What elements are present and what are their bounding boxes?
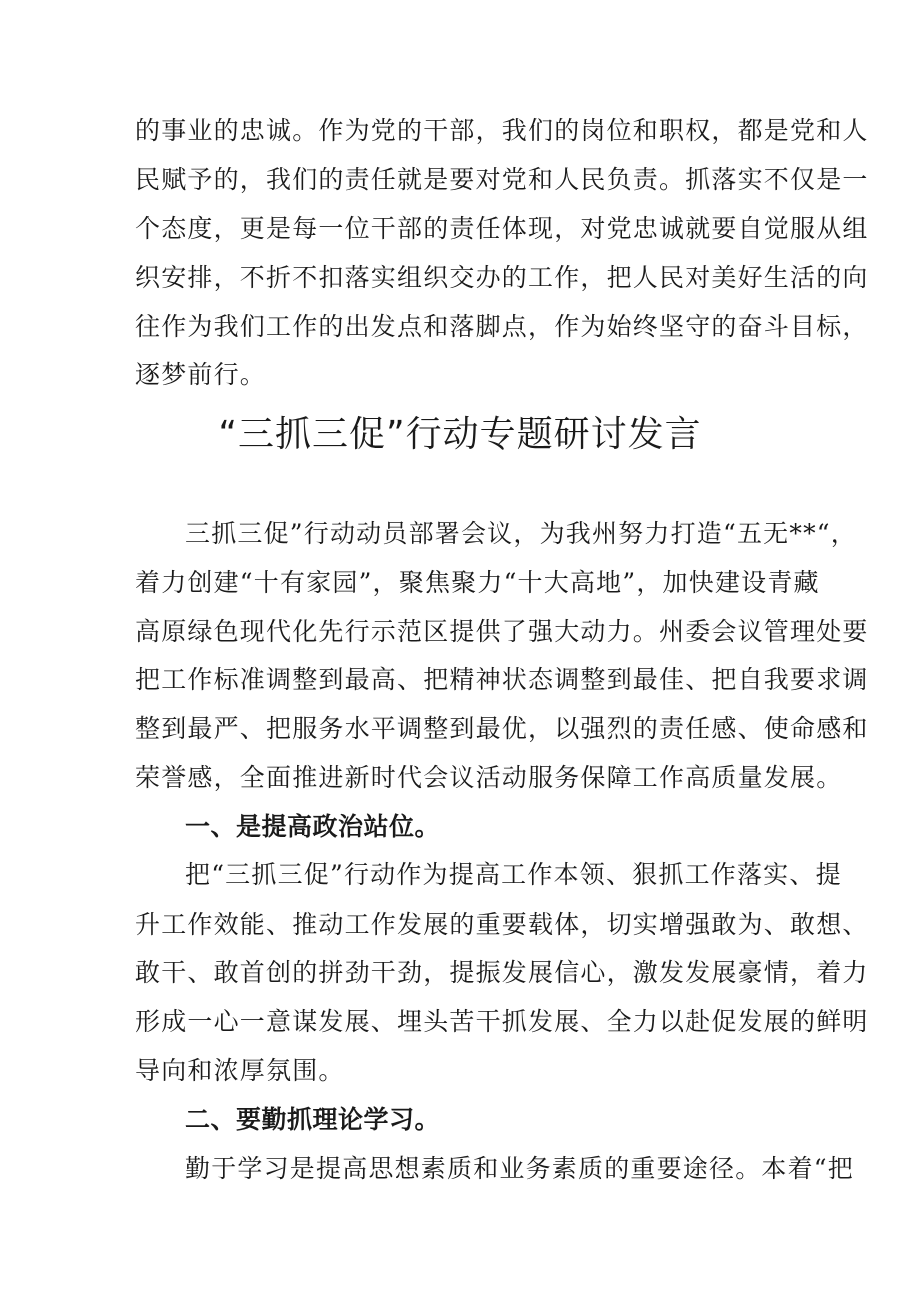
paragraph-line: 把“三抓三促”行动作为提高工作本领、狠抓工作落实、提 bbox=[185, 860, 842, 889]
paragraph-line: 荣誉感，全面推进新时代会议活动服务保障工作高质量发展。 bbox=[135, 763, 843, 792]
paragraph-line: 织安排，不折不扣落实组织交办的工作，把人民对美好生活的向 bbox=[135, 263, 869, 292]
paragraph-line: 个态度，更是每一位干部的责任体现，对党忠诚就要自觉服从组 bbox=[135, 214, 869, 243]
document-title: “三抓三促”行动专题研讨发言 bbox=[218, 414, 702, 455]
paragraph-line: 三抓三促”行动动员部署会议，为我州努力打造“五无**“， bbox=[185, 519, 857, 548]
paragraph-line: 逐梦前行。 bbox=[135, 360, 267, 389]
paragraph-line: 着力创建“十有家园”，聚焦聚力“十大高地”，加快建设青藏 bbox=[135, 568, 820, 597]
paragraph-line: 往作为我们工作的出发点和落脚点，作为始终坚守的奋斗目标， bbox=[135, 312, 869, 341]
section-heading-2: 二、要勤抓理论学习。 bbox=[185, 1105, 441, 1134]
section-heading-1: 一、是提高政治站位。 bbox=[185, 812, 441, 841]
paragraph-line: 导向和浓厚氛围。 bbox=[135, 1056, 345, 1085]
paragraph-line: 把工作标准调整到最高、把精神状态调整到最佳、把自我要求调 bbox=[135, 665, 869, 694]
paragraph-line: 的事业的忠诚。作为党的干部，我们的岗位和职权，都是党和人 bbox=[135, 116, 869, 145]
paragraph-line: 勤于学习是提高思想素质和业务素质的重要途径。本着“把 bbox=[185, 1154, 854, 1183]
paragraph-line: 整到最严、把服务水平调整到最优，以强烈的责任感、使命感和 bbox=[135, 714, 869, 743]
paragraph-line: 敢干、敢首创的拼劲干劲，提振发展信心，激发发展豪情，着力 bbox=[135, 958, 869, 987]
paragraph-line: 升工作效能、推动工作发展的重要载体，切实增强敢为、敢想、 bbox=[135, 910, 869, 939]
paragraph-line: 高原绿色现代化先行示范区提供了强大动力。州委会议管理处要 bbox=[135, 617, 869, 646]
paragraph-line: 民赋予的，我们的责任就是要对党和人民负责。抓落实不仅是一 bbox=[135, 165, 869, 194]
paragraph-line: 形成一心一意谋发展、埋头苦干抓发展、全力以赴促发展的鲜明 bbox=[135, 1007, 869, 1036]
